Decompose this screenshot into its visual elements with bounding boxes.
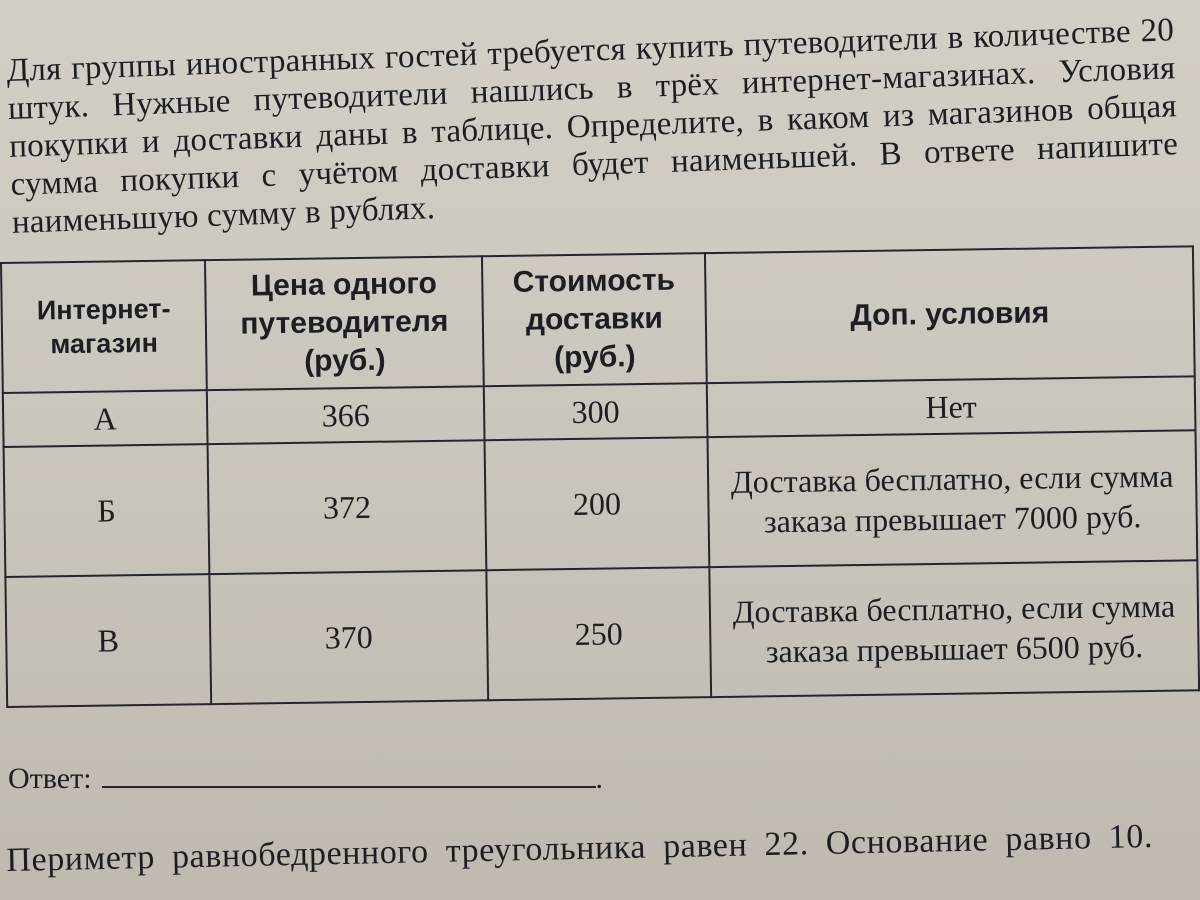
table-row <box>5 560 1199 707</box>
cell-delivery: 200 <box>485 437 710 570</box>
cell-conditions: Доставка бесплатно, если сумма заказа превышает 7000 руб. <box>708 430 1198 567</box>
header-conditions: Доп. условия <box>705 246 1195 383</box>
cell-delivery: 250 <box>486 567 711 700</box>
answer-label: Ответ: <box>8 762 92 795</box>
cell-price: 370 <box>209 570 488 704</box>
table-header-row <box>1 246 1195 393</box>
cell-price: 372 <box>208 440 487 574</box>
cell-conditions: Доставка бесплатно, если сумма заказа превышает 6500 руб. <box>709 560 1199 697</box>
next-task-text: Периметр равнобедренного треугольника равен 22. Основание равно 10. <box>6 817 1154 879</box>
header-delivery: Стоимость доставки (руб.) <box>482 253 707 386</box>
cell-shop: А <box>3 390 208 447</box>
task-text: Для группы иностранных гостей требуется купить путеводители в количестве 20 штук. Нужные путеводители нашлись в трёх интернет-магазинах. Условия покупки и доставки даны в таблице. Определите, в каком из магазинов общая сумма покупки с учётом доставки будет наименьшей. В ответе напишите наименьшую сумму в рублях. <box>6 12 1179 241</box>
answer-end-mark: . <box>595 762 604 795</box>
header-shop: Интернет-магазин <box>1 260 207 393</box>
answer-block <box>8 756 603 796</box>
cell-delivery: 300 <box>484 383 708 440</box>
answer-blank-line[interactable] <box>102 756 596 788</box>
shops-table <box>0 245 1200 708</box>
cell-price: 366 <box>207 386 485 444</box>
cell-shop: В <box>5 574 211 707</box>
header-price: Цена одного путеводителя (руб.) <box>205 256 484 390</box>
cell-shop: Б <box>4 444 210 577</box>
shops-table-wrapper <box>0 245 1198 708</box>
cell-conditions: Нет <box>707 376 1196 437</box>
table-row <box>4 430 1198 577</box>
